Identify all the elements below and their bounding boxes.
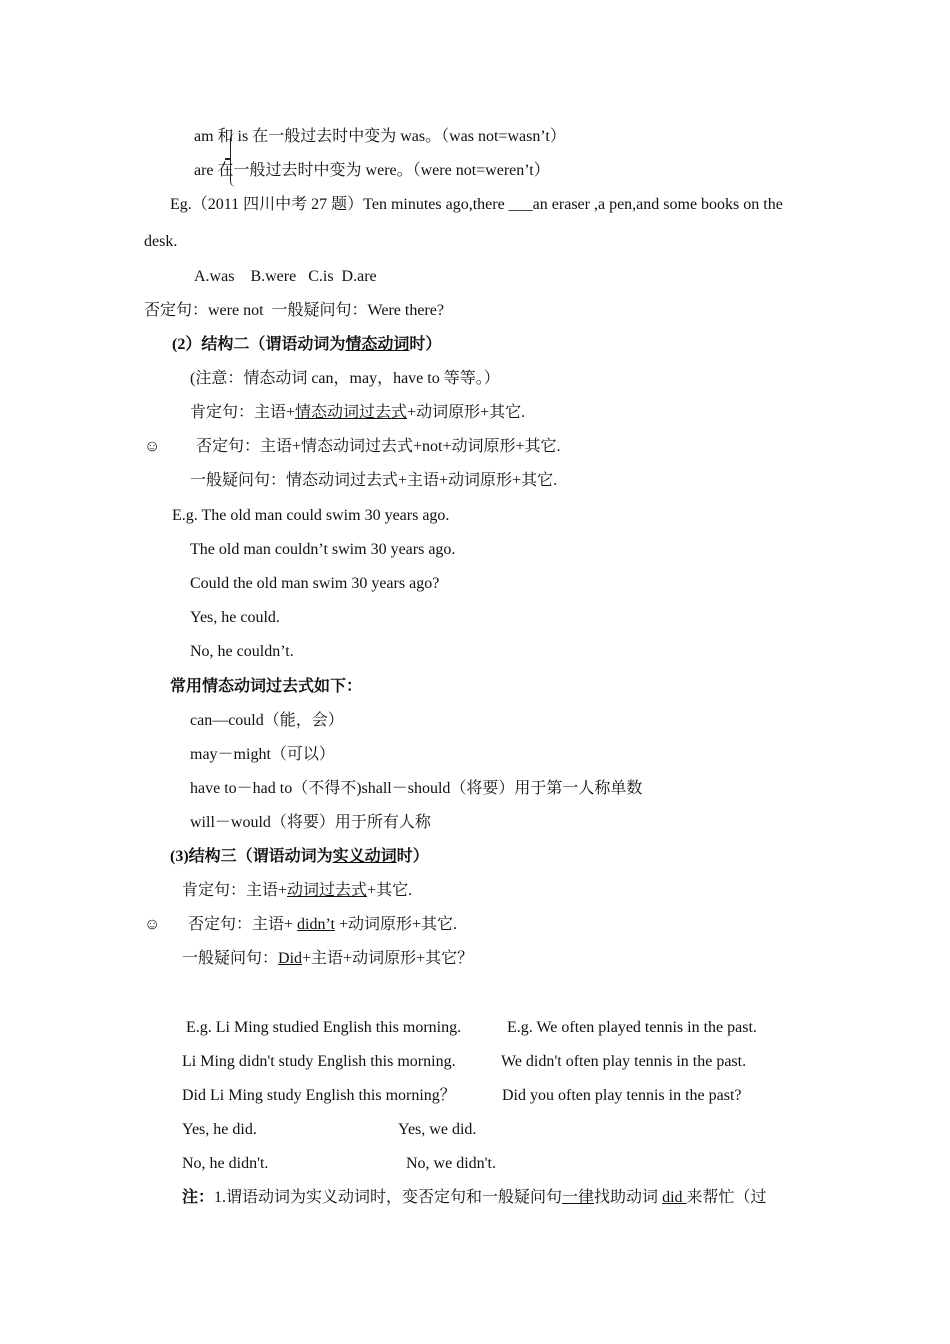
text-line: Yes, he did.	[182, 1121, 257, 1138]
text-line: 肯定句：主语+情态动词过去式+动词原形+其它.	[190, 404, 526, 421]
section-heading-2: (2）结构二（谓语动词为情态动词时）	[172, 336, 442, 353]
text-line: am 和 is 在一般过去时中变为 was。（was not=wasn’t）	[194, 128, 566, 145]
text-line: E.g. We often played tennis in the past.	[507, 1019, 757, 1036]
smiley-icon: ☺	[144, 916, 161, 933]
text-line: Yes, we did.	[398, 1121, 477, 1138]
text-line: Yes, he could.	[190, 609, 280, 626]
text-line: Li Ming didn't study English this morning.	[182, 1053, 456, 1070]
text-line: may－might（可以）	[190, 746, 335, 763]
text-line: 肯定句：主语+动词过去式+其它.	[182, 882, 413, 899]
text-line: desk.	[144, 233, 178, 250]
text-line: E.g. Li Ming studied English this morning.	[186, 1019, 462, 1036]
section-heading-3: (3)结构三（谓语动词为实义动词时）	[170, 848, 429, 865]
text-line: Did you often play tennis in the past?	[502, 1087, 742, 1104]
text-line: (注意：情态动词 can，may，have to 等等。）	[190, 370, 500, 387]
subheading: 常用情态动词过去式如下：	[170, 678, 363, 695]
text-line: Did Li Ming study English this morning？	[182, 1087, 456, 1104]
note-line: 注：1.谓语动词为实义动词时，变否定句和一般疑问句一律找助动词 did 来帮忙（过	[182, 1189, 767, 1206]
text-line: will－would（将要）用于所有人称	[190, 814, 431, 831]
text-line: are 在一般过去时中变为 were。（were not=weren’t）	[194, 162, 550, 179]
text-line: No, we didn't.	[406, 1155, 496, 1172]
text-line: We didn't often play tennis in the past.	[501, 1053, 747, 1070]
text-line: Could the old man swim 30 years ago?	[190, 575, 440, 592]
text-line: 一般疑问句：Did+主语+动词原形+其它？	[182, 950, 474, 967]
text-line: The old man couldn’t swim 30 years ago.	[190, 541, 456, 558]
text-line: have to－had to（不得不)shall－should（将要）用于第一人称单数	[190, 780, 643, 797]
text-line: can—could（能，会）	[190, 712, 344, 729]
text-line: 否定句：were not 一般疑问句：Were there?	[144, 302, 444, 319]
text-line: 一般疑问句：情态动词过去式+主语+动词原形+其它.	[190, 472, 558, 489]
smiley-icon: ☺	[144, 438, 161, 455]
text-line: No, he didn't.	[182, 1155, 269, 1172]
answer-options: A.was B.were C.is D.are	[194, 268, 377, 285]
text-line: 否定句：主语+ didn’t +动词原形+其它.	[188, 916, 458, 933]
text-line: Eg.（2011 四川中考 27 题）Ten minutes ago,there ___an eraser ,a pen,and some books on the	[170, 196, 783, 213]
text-line: E.g. The old man could swim 30 years ago.	[172, 507, 450, 524]
text-line: No, he couldn’t.	[190, 643, 294, 660]
text-line: 否定句：主语+情态动词过去式+not+动词原形+其它.	[196, 438, 561, 455]
